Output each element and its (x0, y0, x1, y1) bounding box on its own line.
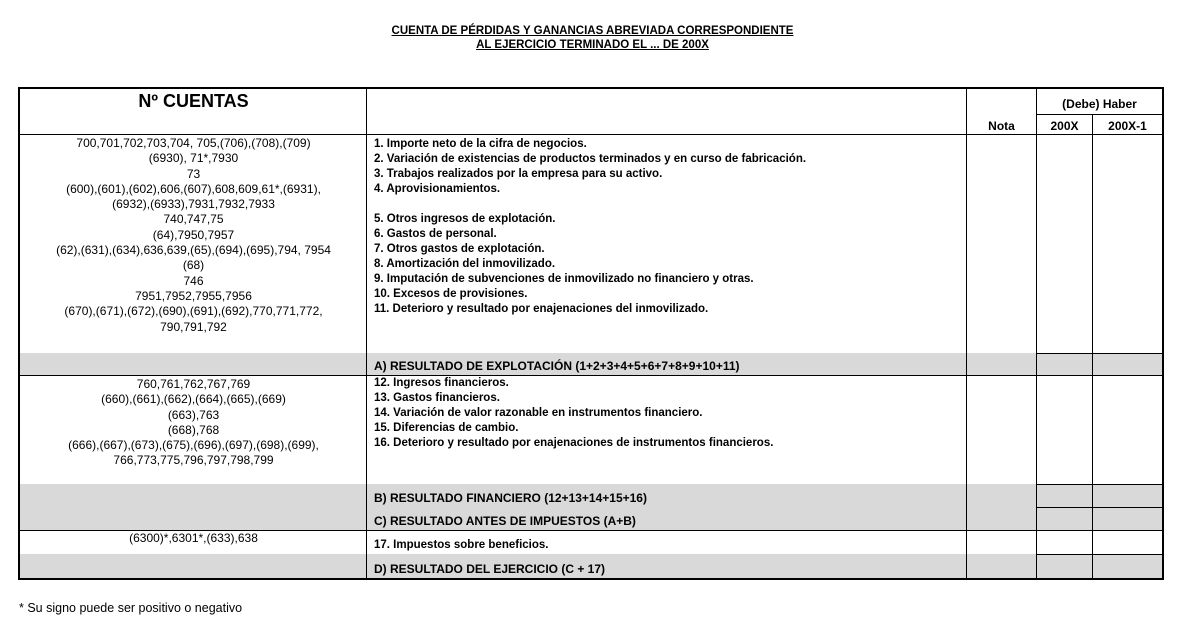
line-item: 2. Variación de existencias de productos terminados y en curso de fabricación. (374, 153, 807, 165)
tax-accounts: (6300)*,6301*,(633),638 (129, 531, 258, 545)
account-line: (663),763 (167, 407, 220, 422)
line-item-spacer (374, 197, 806, 212)
line-item: 8. Amortización del inmovilizado. (374, 258, 556, 270)
line-item: 6. Gastos de personal. (374, 228, 497, 240)
line-item: 4. Aprovisionamientos. (374, 183, 501, 195)
line-item: 11. Deterioro y resultado por enajenaciones del inmovilizado. (374, 303, 709, 315)
account-line: 700,701,702,703,704, 705,(706),(708),(709) (76, 136, 311, 150)
line-item: 7. Otros gastos de explotación. (374, 243, 545, 255)
account-line: 766,773,775,796,797,798,799 (113, 453, 274, 468)
account-line: (68) (182, 258, 205, 273)
row-divider-debe (1036, 114, 1162, 115)
account-line: (600),(601),(602),606,(607),608,609,61*,(6931), (66, 181, 321, 196)
col-divider-4 (1092, 114, 1093, 578)
title-line-1: CUENTA DE PÉRDIDAS Y GANANCIAS ABREVIADA CORRESPONDIENTE (391, 25, 794, 37)
account-line: 760,761,762,767,769 (136, 377, 251, 391)
account-line: (670),(671),(672),(690),(691),(692),770,771,772, (64, 304, 323, 319)
line-item: 13. Gastos financieros. (374, 392, 500, 404)
row-divider-c (1036, 507, 1162, 508)
col-divider-2 (966, 89, 967, 578)
line-item: 10. Excesos de provisiones. (374, 288, 528, 300)
line-item: 14. Variación de valor razonable en instrumentos financiero. (374, 407, 703, 419)
row-divider-a (1036, 353, 1162, 354)
header-debe-haber: (Debe) Haber (1062, 97, 1137, 111)
col-divider-3 (1036, 89, 1037, 578)
line-item: 16. Deterioro y resultado por enajenaciones de instrumentos financieros. (374, 437, 774, 449)
section1-accounts (20, 136, 367, 335)
document-title (0, 24, 1185, 52)
section1-items (374, 137, 806, 317)
account-line: (668),768 (167, 422, 220, 437)
line-item: 12. Ingresos financieros. (374, 377, 509, 389)
result-b-label: B) RESULTADO FINANCIERO (12+13+14+15+16) (374, 491, 647, 505)
account-line: 73 (186, 166, 201, 181)
tax-item: 17. Impuestos sobre beneficios. (374, 539, 549, 551)
title-line-2: AL EJERCICIO TERMINADO EL ... DE 200X (476, 39, 709, 51)
account-line: 746 (183, 273, 204, 288)
account-line: (62),(631),(634),636,639,(65),(694),(695),794, 7954 (56, 243, 331, 258)
section2-items (374, 376, 773, 451)
account-line: 740,747,75 (163, 212, 224, 227)
income-statement-table (18, 87, 1164, 580)
account-line: (660),(661),(662),(664),(665),(669) (101, 392, 286, 407)
row-divider-b (1036, 484, 1162, 485)
section2-accounts (20, 377, 367, 469)
line-item: 15. Diferencias de cambio. (374, 422, 519, 434)
line-item: 1. Importe neto de la cifra de negocios. (374, 138, 587, 150)
account-line: 7951,7952,7955,7956 (135, 288, 252, 303)
header-year-current: 200X (1050, 119, 1079, 133)
row-divider-d (1036, 554, 1162, 555)
header-cuentas: Nº CUENTAS (138, 91, 249, 111)
account-line: (666),(667),(673),(675),(696),(697),(698),(699), (68, 438, 319, 453)
line-item: 3. Trabajos realizados por la empresa para su activo. (374, 168, 663, 180)
account-line: (6932),(6933),7931,7932,7933 (112, 197, 275, 212)
header-nota: Nota (988, 119, 1015, 133)
footnote: * Su signo puede ser positivo o negativo (19, 601, 243, 615)
header-year-previous: 200X-1 (1108, 119, 1147, 133)
result-a-label: A) RESULTADO DE EXPLOTACIÓN (1+2+3+4+5+6+7+8+9+10+11) (374, 359, 740, 373)
row-divider-header (20, 134, 1162, 135)
account-line: (64),7950,7957 (152, 227, 235, 242)
account-line: 790,791,792 (160, 319, 227, 334)
line-item: 5. Otros ingresos de explotación. (374, 213, 556, 225)
result-c-label: C) RESULTADO ANTES DE IMPUESTOS (A+B) (374, 514, 636, 528)
account-line: (6930), 71*,7930 (148, 151, 239, 166)
result-d-label: D) RESULTADO DEL EJERCICIO (C + 17) (374, 562, 606, 576)
line-item: 9. Imputación de subvenciones de inmovilizado no financiero y otras. (374, 273, 754, 285)
